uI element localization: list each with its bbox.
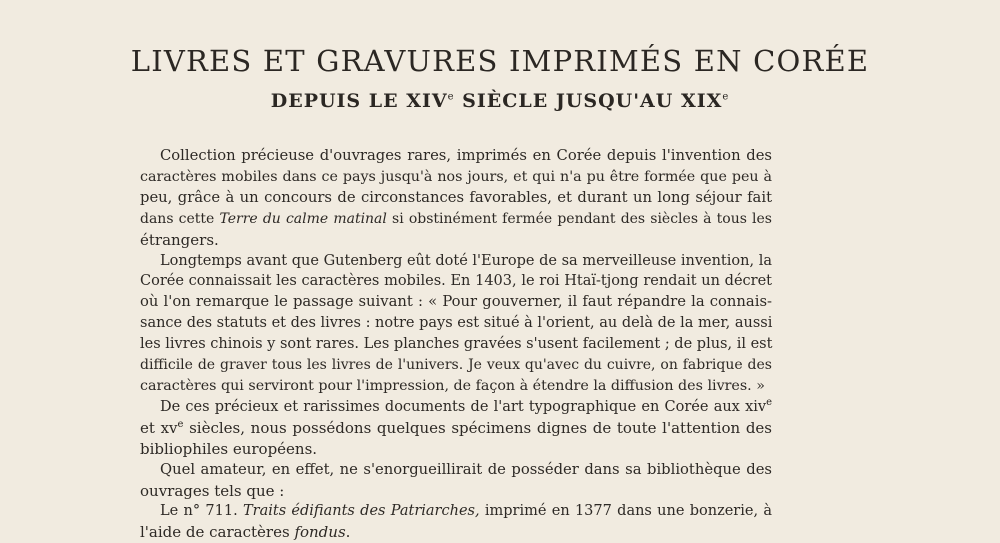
italic-text: fondus <box>294 523 346 542</box>
text-line: peu, grâce à un concours de circonstances favorables, et durant un long séjour fait <box>140 188 772 206</box>
subtitle-superscript-b: e <box>722 91 730 103</box>
text-line: étrangers. <box>140 230 219 249</box>
subtitle-superscript-a: e <box>447 91 455 103</box>
text-line <box>140 209 772 230</box>
paragraph-5 <box>140 501 772 543</box>
page-subtitle <box>0 90 1000 112</box>
text-line: Collection précieuse d'ouvrages rares, imprimés en Corée depuis l'invention des <box>160 147 772 164</box>
text-line: où l'on remarque le passage suivant : « Pour gouverner, il faut répandre la connais- <box>140 293 772 311</box>
paragraph-4 <box>140 460 772 502</box>
text-run: Le n° 711. <box>160 503 243 520</box>
paragraph-1 <box>140 146 772 251</box>
superscript: e <box>177 418 184 430</box>
subtitle-part-b: SIÈCLE JUSQU'AU XIX <box>454 90 723 112</box>
text-line <box>140 501 772 522</box>
text-run: . <box>345 523 351 542</box>
text-line <box>140 418 772 439</box>
text-run: l'aide de caractères <box>140 523 295 542</box>
paragraph-2 <box>140 251 772 397</box>
text-line: difficile de graver tous les livres de l'univers. Je veux qu'avec du cuivre, on fabrique des <box>140 357 772 374</box>
text-line: caractères mobiles dans ce pays jusqu'à nos jours, et qui n'a pu être formée que peu à <box>140 168 772 185</box>
page-title: LIVRES ET GRAVURES IMPRIMÉS EN CORÉE <box>130 44 870 78</box>
paragraph-3 <box>140 397 772 460</box>
text-line: Longtemps avant que Gutenberg eût doté l'Europe de sa merveilleuse invention, la <box>160 252 772 269</box>
text-run: imprimé en 1377 dans une bonzerie, à <box>479 503 772 520</box>
text-line: les livres chinois y sont rares. Les planches gravées s'usent facilement ; de plus, il est <box>140 336 773 353</box>
italic-text: Traits édifiants des Patriarches, <box>242 503 480 520</box>
body-text <box>140 146 772 543</box>
text-run: et xv <box>140 418 178 437</box>
italic-text: Terre du calme matinal <box>219 210 387 227</box>
subtitle-part-a: DEPUIS LE XIV <box>270 90 448 112</box>
text-run: De ces précieux et rarissimes documents de l'art typographique en Corée aux xiv <box>160 398 767 415</box>
text-line: bibliophiles européens. <box>140 439 318 458</box>
text-line: Corée connaissait les caractères mobiles. En 1403, le roi Htaï-tjong rendait un décret <box>140 273 772 290</box>
text-run: siècles, nous possédons quelques spécimens dignes de toute l'attention des <box>183 418 772 437</box>
text-line: Quel amateur, en effet, ne s'enorgueillirait de posséder dans sa bibliothèque des <box>160 460 772 478</box>
text-line: ouvrages tels que : <box>140 481 285 500</box>
text-line <box>140 397 772 418</box>
text-line: sance des statuts et des livres : notre pays est situé à l'orient, au delà de la mer, aussi <box>140 315 773 332</box>
text-line: caractères qui serviront pour l'impression, de façon à étendre la diffusion des livres. » <box>140 377 765 394</box>
text-run: dans cette <box>140 210 220 227</box>
text-run: si obstinément fermée pendant des siècles à tous les <box>386 210 772 227</box>
superscript: e <box>766 397 772 409</box>
text-line <box>140 522 772 543</box>
